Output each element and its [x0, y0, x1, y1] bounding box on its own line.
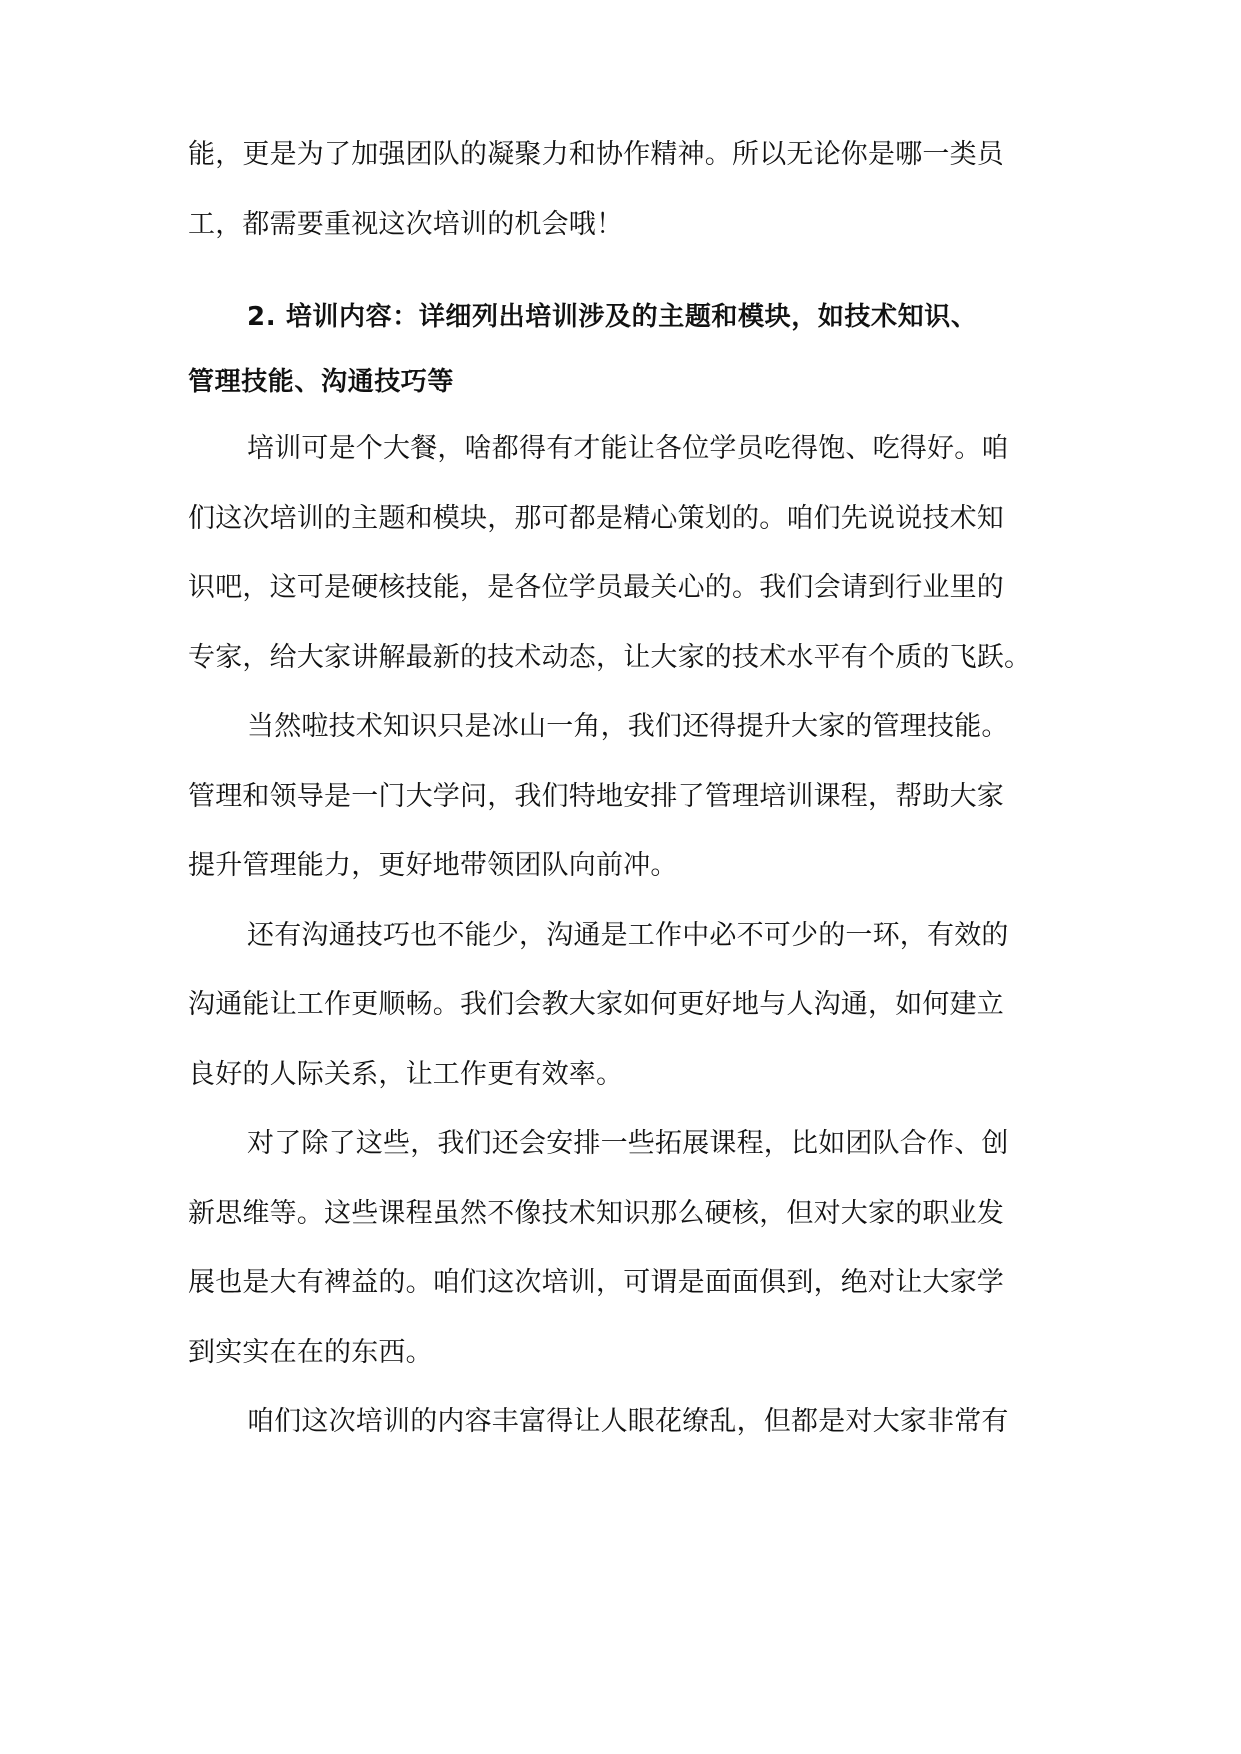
text-line: 咱们这次培训的内容丰富得让人眼花缭乱，但都是对大家非常有 [247, 1406, 1009, 1437]
heading-line: 2. 培训内容：详细列出培训涉及的主题和模块，如技术知识、 [247, 302, 978, 332]
text-line: 专家，给大家讲解最新的技术动态，让大家的技术水平有个质的飞跃。 [188, 642, 1032, 673]
heading-line: 管理技能、沟通技巧等 [188, 367, 455, 397]
text-line: 工，都需要重视这次培训的机会哦！ [188, 209, 624, 240]
text-line: 到实实在在的东西。 [188, 1337, 433, 1368]
text-line: 能，更是为了加强团队的凝聚力和协作精神。所以无论你是哪一类员 [188, 139, 1004, 170]
text-line: 展也是大有裨益的。咱们这次培训，可谓是面面俱到，绝对让大家学 [188, 1267, 1004, 1298]
text-line: 还有沟通技巧也不能少，沟通是工作中必不可少的一环，有效的 [247, 920, 1009, 951]
text-line: 对了除了这些，我们还会安排一些拓展课程，比如团队合作、创 [247, 1128, 1009, 1159]
text-line: 们这次培训的主题和模块，那可都是精心策划的。咱们先说说技术知 [188, 503, 1004, 534]
text-line: 新思维等。这些课程虽然不像技术知识那么硬核，但对大家的职业发 [188, 1198, 1004, 1229]
text-line: 管理和领导是一门大学问，我们特地安排了管理培训课程，帮助大家 [188, 781, 1004, 812]
text-line: 提升管理能力，更好地带领团队向前冲。 [188, 850, 678, 881]
text-line: 良好的人际关系，让工作更有效率。 [188, 1059, 624, 1090]
text-line: 培训可是个大餐，啥都得有才能让各位学员吃得饱、吃得好。咱 [247, 433, 1009, 464]
text-line: 当然啦技术知识只是冰山一角，我们还得提升大家的管理技能。 [247, 711, 1009, 742]
text-line: 沟通能让工作更顺畅。我们会教大家如何更好地与人沟通，如何建立 [188, 989, 1004, 1020]
text-line: 识吧，这可是硬核技能，是各位学员最关心的。我们会请到行业里的 [188, 572, 1004, 603]
